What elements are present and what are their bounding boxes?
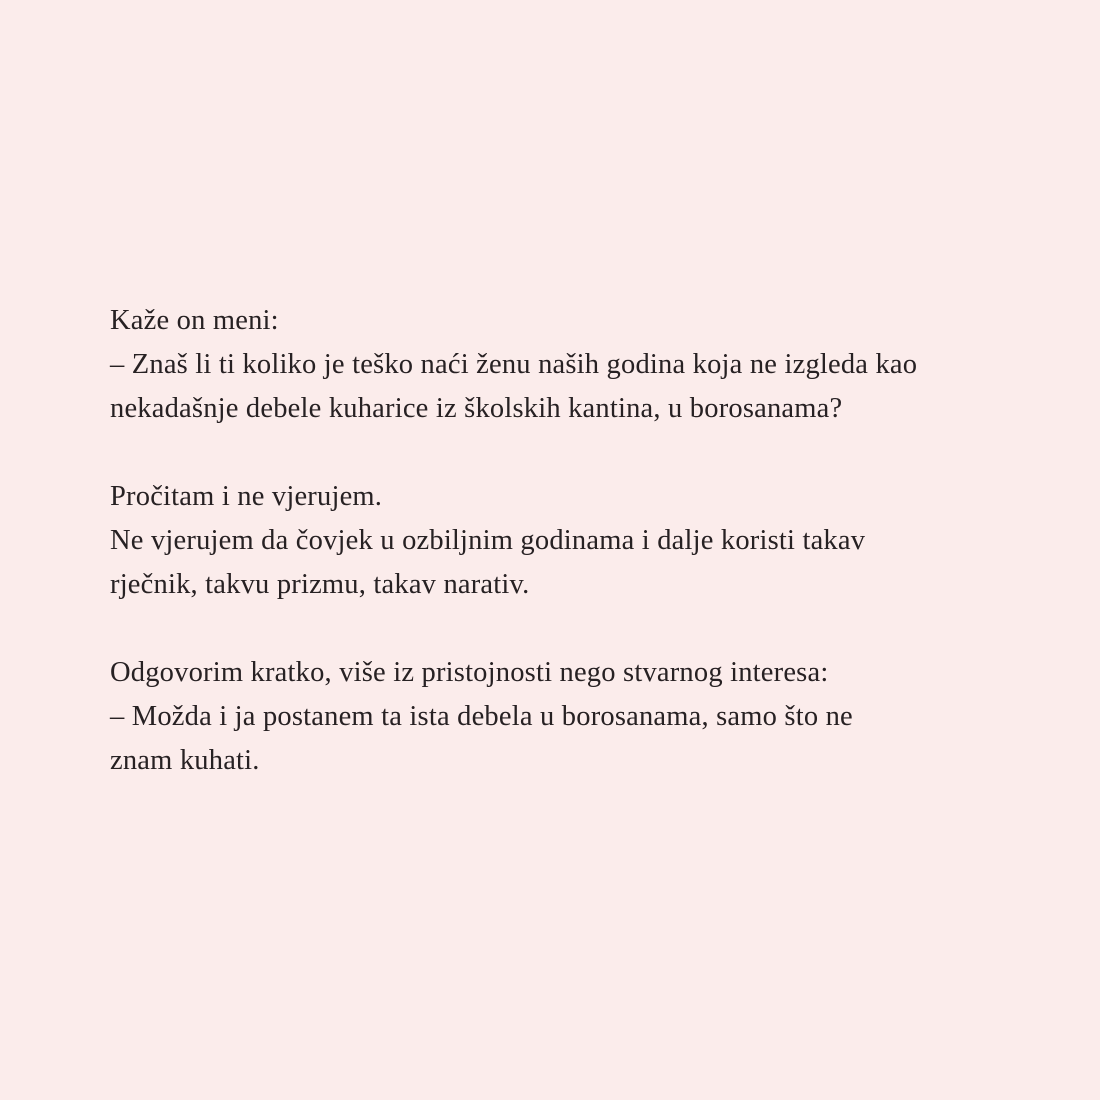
quote-line: – Znaš li ti koliko je teško naći ženu naših godina koja ne izgleda kao: [110, 349, 918, 380]
quote-line: rječnik, takvu prizmu, takav narativ.: [110, 569, 530, 600]
quote-line: Kaže on meni:: [110, 305, 279, 336]
quote-line: Ne vjerujem da čovjek u ozbiljnim godinama i dalje koristi takav: [110, 525, 866, 556]
quote-paragraph-3: [110, 651, 1050, 783]
quote-paragraph-1: [110, 299, 1050, 431]
quote-line: nekadašnje debele kuharice iz školskih kantina, u borosanama?: [110, 393, 843, 424]
quote-line: Pročitam i ne vjerujem.: [110, 481, 383, 512]
quote-line: Odgovorim kratko, više iz pristojnosti nego stvarnog interesa:: [110, 657, 829, 688]
quote-card: [110, 299, 1050, 783]
quote-line: znam kuhati.: [110, 745, 260, 776]
quote-line: – Možda i ja postanem ta ista debela u borosanama, samo što ne: [110, 701, 853, 732]
quote-paragraph-2: [110, 475, 1050, 607]
